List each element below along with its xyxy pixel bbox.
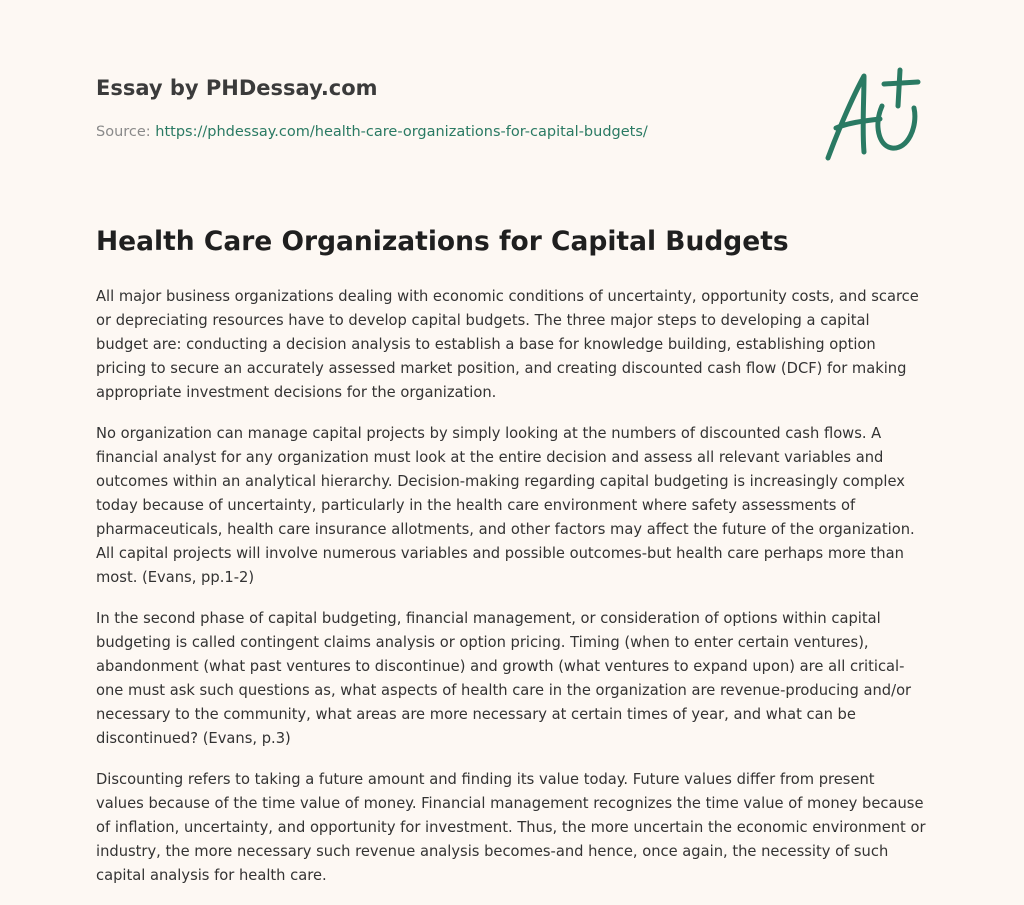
paragraph: In the second phase of capital budgeting, financial management, or consideration of options within capital budgeting is called contingent claims analysis or option pricing. Timing (when to enter certain ventures), abandonment (what past ventures to discontinue) and growth (what ventures to expand upon) are all critical-one must ask such questions as, what aspects of health care in the organization are revenue-producing and/or necessary to the community, what areas are more necessary at certain times of year, and what can be discontinued? (Evans, p.3) <box>96 610 912 747</box>
source-link[interactable]: https://phdessay.com/health-care-organizations-for-capital-budgets/ <box>155 124 648 140</box>
paragraph: No organization can manage capital projects by simply looking at the numbers of discounted cash flows. A financial analyst for any organization must look at the entire decision and assess all relevant variables and outcomes within an analytical hierarchy. Decision-making regarding capital budgeting is increasingly complex today because of uncertainty, particularly in the health care environment where safety assessments of pharmaceuticals, health care insurance allotments, and other factors may affect the future of the organization. All capital projects will involve numerous variables and possible outcomes-but health care perhaps more than most. (Evans, pp.1-2) <box>96 425 915 586</box>
source-label: Source: <box>96 124 156 140</box>
article-body <box>96 285 926 905</box>
source-line <box>96 124 648 140</box>
article-title: Health Care Organizations for Capital Budgets <box>96 226 789 257</box>
paragraph: All major business organizations dealing with economic conditions of uncertainty, opportunity costs, and scarce or depreciating resources have to develop capital budgets. The three major steps to developing a capital budget are: conducting a decision analysis to establish a base for knowledge building, establishing option pricing to secure an accurately assessed market position, and creating discounted cash flow (DCF) for making appropriate investment decisions for the organization. <box>96 288 919 401</box>
site-brand: Essay by PHDessay.com <box>96 76 378 100</box>
paragraph: Discounting refers to taking a future amount and finding its value today. Future values differ from present values because of the time value of money. Financial management recognizes the time value of money because of inflation, uncertainty, and opportunity for investment. Thus, the more uncertain the economic environment or industry, the more necessary such revenue analysis becomes-and hence, once again, the necessity of such capital analysis for health care. <box>96 771 926 884</box>
a-plus-icon <box>818 66 930 166</box>
